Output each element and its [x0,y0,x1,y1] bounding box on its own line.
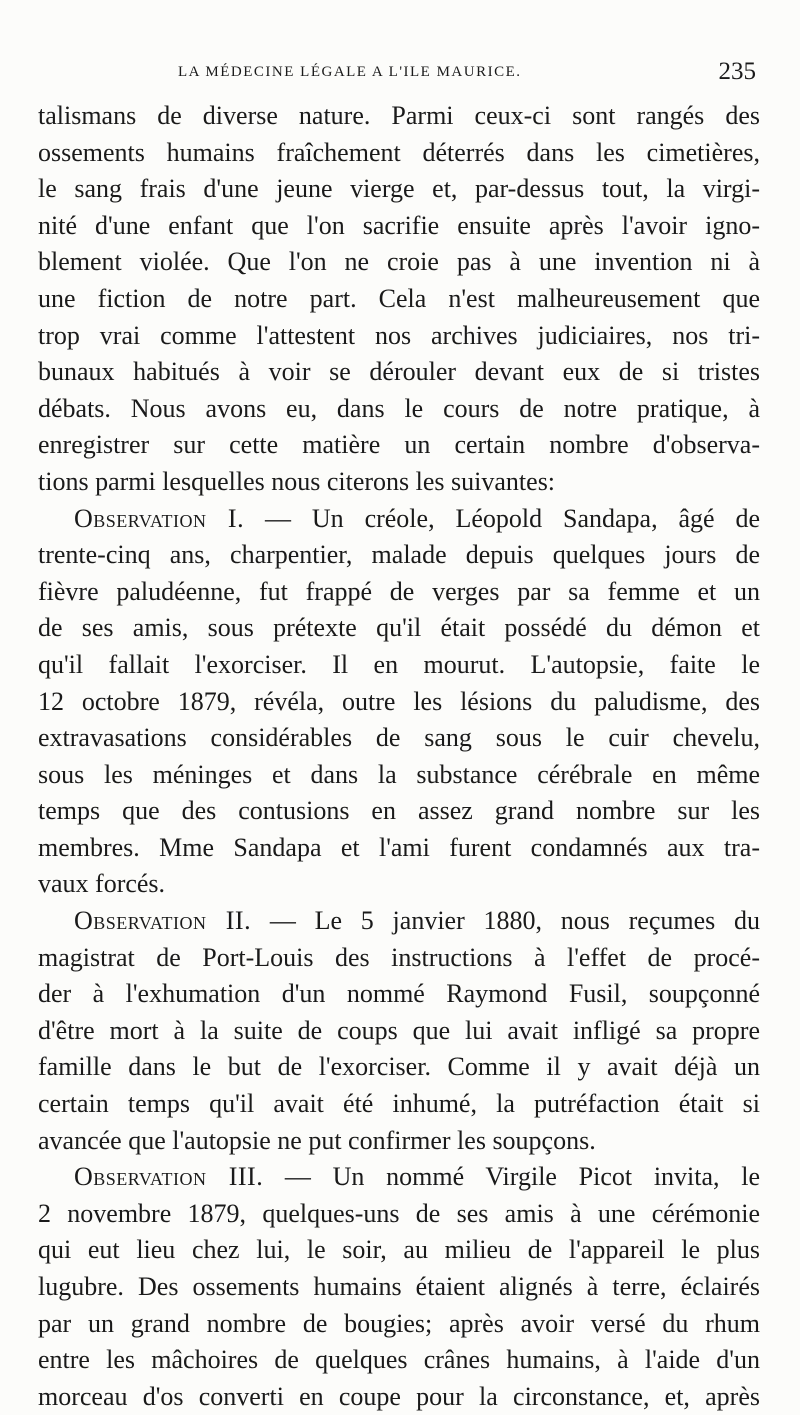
text-line: débats. Nous avons eu, dans le cours de notre pratique, à [38,393,760,423]
text-line: morceau d'os converti en coupe pour la circonstance, et, après [38,1381,760,1411]
text-line: trente-cinq ans, charpentier, malade depuis quelques jours de [38,540,760,570]
page-number: 235 [718,58,756,85]
text-line: temps que des contusions en assez grand nombre sur les [38,796,760,826]
text-line: famille dans le but de l'exorciser. Comme il y avait déjà un [38,1052,760,1082]
text-line: par un grand nombre de bougies; après avoir versé du rhum [38,1308,760,1338]
text-line: de ses amis, sous prétexte qu'il était possédé du démon et [38,613,760,643]
text-line: sous les méninges et dans la substance cérébrale en même [38,759,760,789]
text-line: lugubre. Des ossements humains étaient alignés à terre, éclairés [38,1272,760,1301]
text-line: membres. Mme Sandapa et l'ami furent condamnés aux tra- [38,832,760,862]
paragraph-observation-1 [38,501,760,904]
observation-label: Observation I. [74,503,245,533]
text-line: le sang frais d'une jeune vierge et, par-dessus tout, la virgi- [38,174,760,204]
body-text [38,98,760,1415]
text-line: enregistrer sur cette matière un certain nombre d'observa- [38,430,760,460]
text-line: nité d'une enfant que l'on sacrifie ensuite après l'avoir igno- [38,210,760,240]
text-line: 2 novembre 1879, quelques-uns de ses amis à une cérémonie [38,1198,760,1228]
text-line: entre les mâchoires de quelques crânes humains, à l'aide d'un [38,1345,760,1375]
observation-label: Observation II. [74,906,252,936]
text-line: bunaux habitués à voir se dérouler devant eux de si tristes [38,357,760,387]
text-line: blement violée. Que l'on ne croie pas à une invention ni à [38,247,760,277]
paragraph-continuation [38,98,760,501]
observation-heading-line: Observation III. — Un nommé Virgile Picot invita, le [74,1162,760,1192]
text-line: fièvre paludéenne, fut frappé de verges par sa femme et un [38,576,760,606]
text-line: qu'il fallait l'exorciser. Il en mourut. L'autopsie, faite le [38,649,760,679]
text-line: 12 octobre 1879, révéla, outre les lésions du paludisme, des [38,686,760,716]
text-line: tions parmi lesquelles nous citerons les suivantes: [38,466,556,496]
text-line: extravasations considérables de sang sous le cuir chevelu, [38,723,760,753]
text-line: vaux forcés. [38,869,166,899]
text-line: une fiction de notre part. Cela n'est malheureusement que [38,283,760,313]
text-line: qui eut lieu chez lui, le soir, au milieu de l'appareil le plus [38,1235,760,1265]
paragraph-observation-3 [38,1159,760,1415]
text-line: certain temps qu'il avait été inhumé, la putréfaction était si [38,1089,760,1119]
observation-label: Observation III. [74,1162,264,1192]
running-title: LA MÉDECINE LÉGALE A L'ILE MAURICE. [178,64,522,80]
running-head [38,58,760,98]
text-line: talismans de diverse nature. Parmi ceux-ci sont rangés des [38,101,760,130]
text-line: der à l'exhumation d'un nommé Raymond Fusil, soupçonné [38,979,760,1009]
text-line: trop vrai comme l'attestent nos archives judiciaires, nos tri- [38,320,760,350]
text-line: magistrat de Port-Louis des instructions à l'effet de procé- [38,942,760,972]
text-line: ossements humains fraîchement déterrés dans les cimetières, [38,137,760,167]
text-line: avancée que l'autopsie ne put confirmer les soupçons. [38,1125,596,1155]
text-line: d'être mort à la suite de coups que lui avait infligé sa propre [38,1015,760,1045]
paragraph-observation-2 [38,903,760,1159]
observation-heading-line: Observation II. — Le 5 janvier 1880, nous reçumes du [74,906,760,936]
observation-heading-line: Observation I. — Un créole, Léopold Sandapa, âgé de [74,503,761,533]
